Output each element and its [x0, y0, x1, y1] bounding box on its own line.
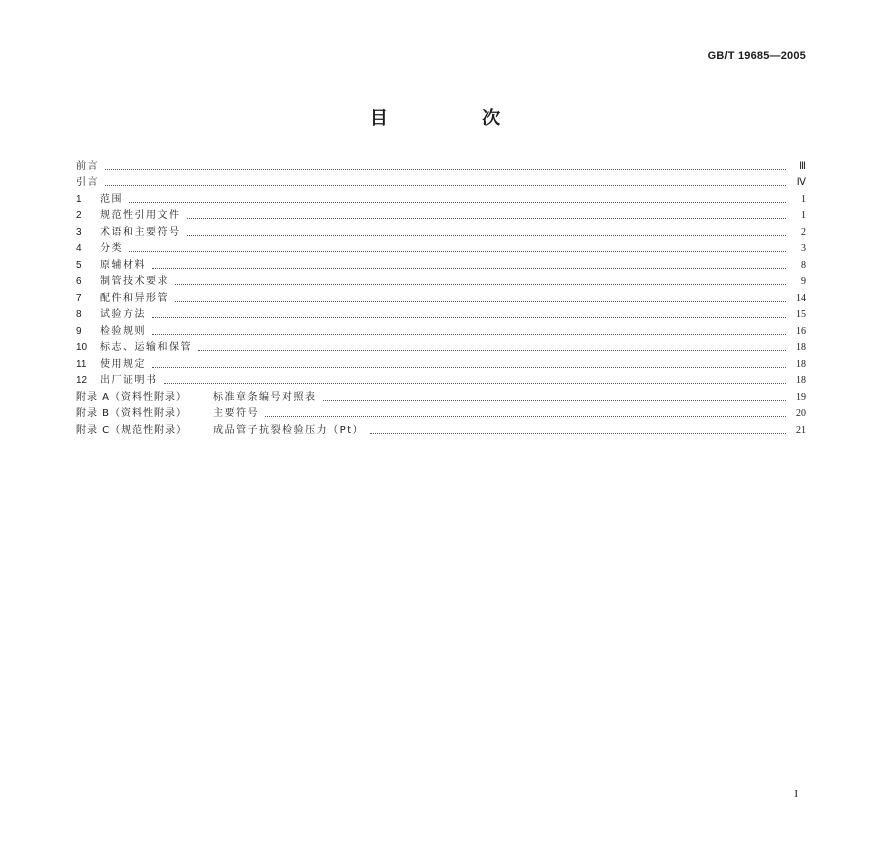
toc-entry-title: 检验规则: [100, 325, 146, 337]
toc-dot-leader: [175, 284, 786, 285]
toc-entry-page: 9: [801, 276, 806, 287]
toc-entry: [76, 420, 806, 437]
toc-entry-number: 6: [76, 276, 82, 287]
standard-number: GB/T 19685—2005: [707, 50, 806, 62]
page-title: 目 次: [369, 108, 545, 129]
toc-dot-leader: [198, 350, 786, 351]
toc-entry-title: 范围: [100, 193, 123, 205]
toc-dot-leader: [370, 433, 786, 434]
toc-entry-title: 试验方法: [100, 309, 146, 320]
toc-entry-subtitle: 标准章条编号对照表: [213, 391, 317, 403]
toc-entry: [76, 255, 806, 272]
toc-entry-title: 附录 A（资料性附录）: [76, 391, 188, 403]
toc-entry: [76, 387, 806, 404]
toc-entry-page: 2: [801, 226, 806, 238]
toc-dot-leader: [105, 185, 786, 186]
toc-entry: [76, 288, 806, 305]
table-of-contents: [76, 156, 806, 437]
toc-dot-leader: [265, 416, 786, 417]
toc-entry-number: 12: [76, 375, 88, 386]
toc-entry-title: 前言: [76, 160, 99, 172]
toc-entry-page: 3: [801, 243, 806, 254]
toc-entry-page: 20: [796, 408, 806, 419]
toc-entry-page: 16: [796, 325, 806, 337]
toc-dot-leader: [187, 235, 787, 236]
toc-entry-page: 18: [796, 358, 806, 370]
toc-dot-leader: [129, 251, 786, 252]
toc-entry: [76, 189, 806, 206]
toc-entry: [76, 354, 806, 371]
toc-entry-number: 4: [76, 243, 82, 254]
toc-entry-title: 术语和主要符号: [100, 226, 181, 238]
toc-entry-number: 9: [76, 325, 82, 337]
toc-dot-leader: [323, 400, 786, 401]
toc-entry-page: 19: [796, 391, 806, 403]
page-number: I: [794, 788, 798, 800]
toc-entry-number: 1: [76, 193, 82, 205]
toc-dot-leader: [152, 268, 786, 269]
toc-entry-page: 21: [796, 424, 806, 436]
toc-entry-number: 5: [76, 259, 82, 271]
toc-entry-title: 原辅材料: [100, 259, 146, 271]
toc-entry-subtitle: 成品管子抗裂检验压力（Pt）: [213, 424, 365, 436]
toc-entry-number: 2: [76, 210, 82, 221]
toc-entry-page: 1: [801, 193, 806, 205]
toc-dot-leader: [152, 317, 786, 318]
toc-entry-number: 3: [76, 226, 82, 238]
toc-dot-leader: [105, 169, 786, 170]
toc-entry: [76, 338, 806, 355]
toc-entry-page: 1: [801, 210, 806, 221]
toc-dot-leader: [187, 218, 787, 219]
toc-entry-page: Ⅲ: [799, 160, 806, 172]
toc-entry: [76, 272, 806, 289]
toc-entry-page: 18: [796, 342, 806, 353]
toc-entry-page: 8: [801, 259, 806, 271]
toc-entry-title: 引言: [76, 177, 99, 188]
toc-entry: [76, 305, 806, 322]
toc-entry-title: 附录 B（资料性附录）: [76, 408, 188, 419]
toc-dot-leader: [152, 367, 786, 368]
toc-entry-title: 分类: [100, 243, 123, 254]
toc-entry-title: 标志、运输和保管: [100, 342, 192, 353]
toc-entry: [76, 404, 806, 421]
toc-entry-title: 配件和异形管: [100, 292, 169, 304]
toc-dot-leader: [175, 301, 786, 302]
toc-dot-leader: [164, 383, 787, 384]
toc-entry-page: 15: [796, 309, 806, 320]
toc-entry-number: 8: [76, 309, 82, 320]
toc-entry-title: 使用规定: [100, 358, 146, 370]
toc-dot-leader: [152, 334, 786, 335]
toc-entry: [76, 173, 806, 190]
toc-entry-title: 附录 C（规范性附录）: [76, 424, 188, 436]
toc-entry: [76, 239, 806, 256]
toc-entry-title: 制管技术要求: [100, 276, 169, 287]
toc-entry-subtitle: 主要符号: [213, 408, 260, 419]
toc-entry-page: Ⅳ: [796, 177, 806, 188]
toc-entry: [76, 156, 806, 173]
toc-entry: [76, 222, 806, 239]
toc-entry-title: 出厂证明书: [100, 375, 158, 386]
toc-entry-page: 18: [796, 375, 806, 386]
toc-entry-number: 10: [76, 342, 88, 353]
toc-entry-number: 11: [76, 358, 87, 370]
toc-dot-leader: [129, 202, 786, 203]
toc-entry: [76, 371, 806, 388]
toc-entry-number: 7: [76, 292, 82, 304]
toc-entry-page: 14: [796, 292, 806, 304]
toc-entry: [76, 206, 806, 223]
toc-entry: [76, 321, 806, 338]
toc-entry-title: 规范性引用文件: [100, 210, 181, 221]
